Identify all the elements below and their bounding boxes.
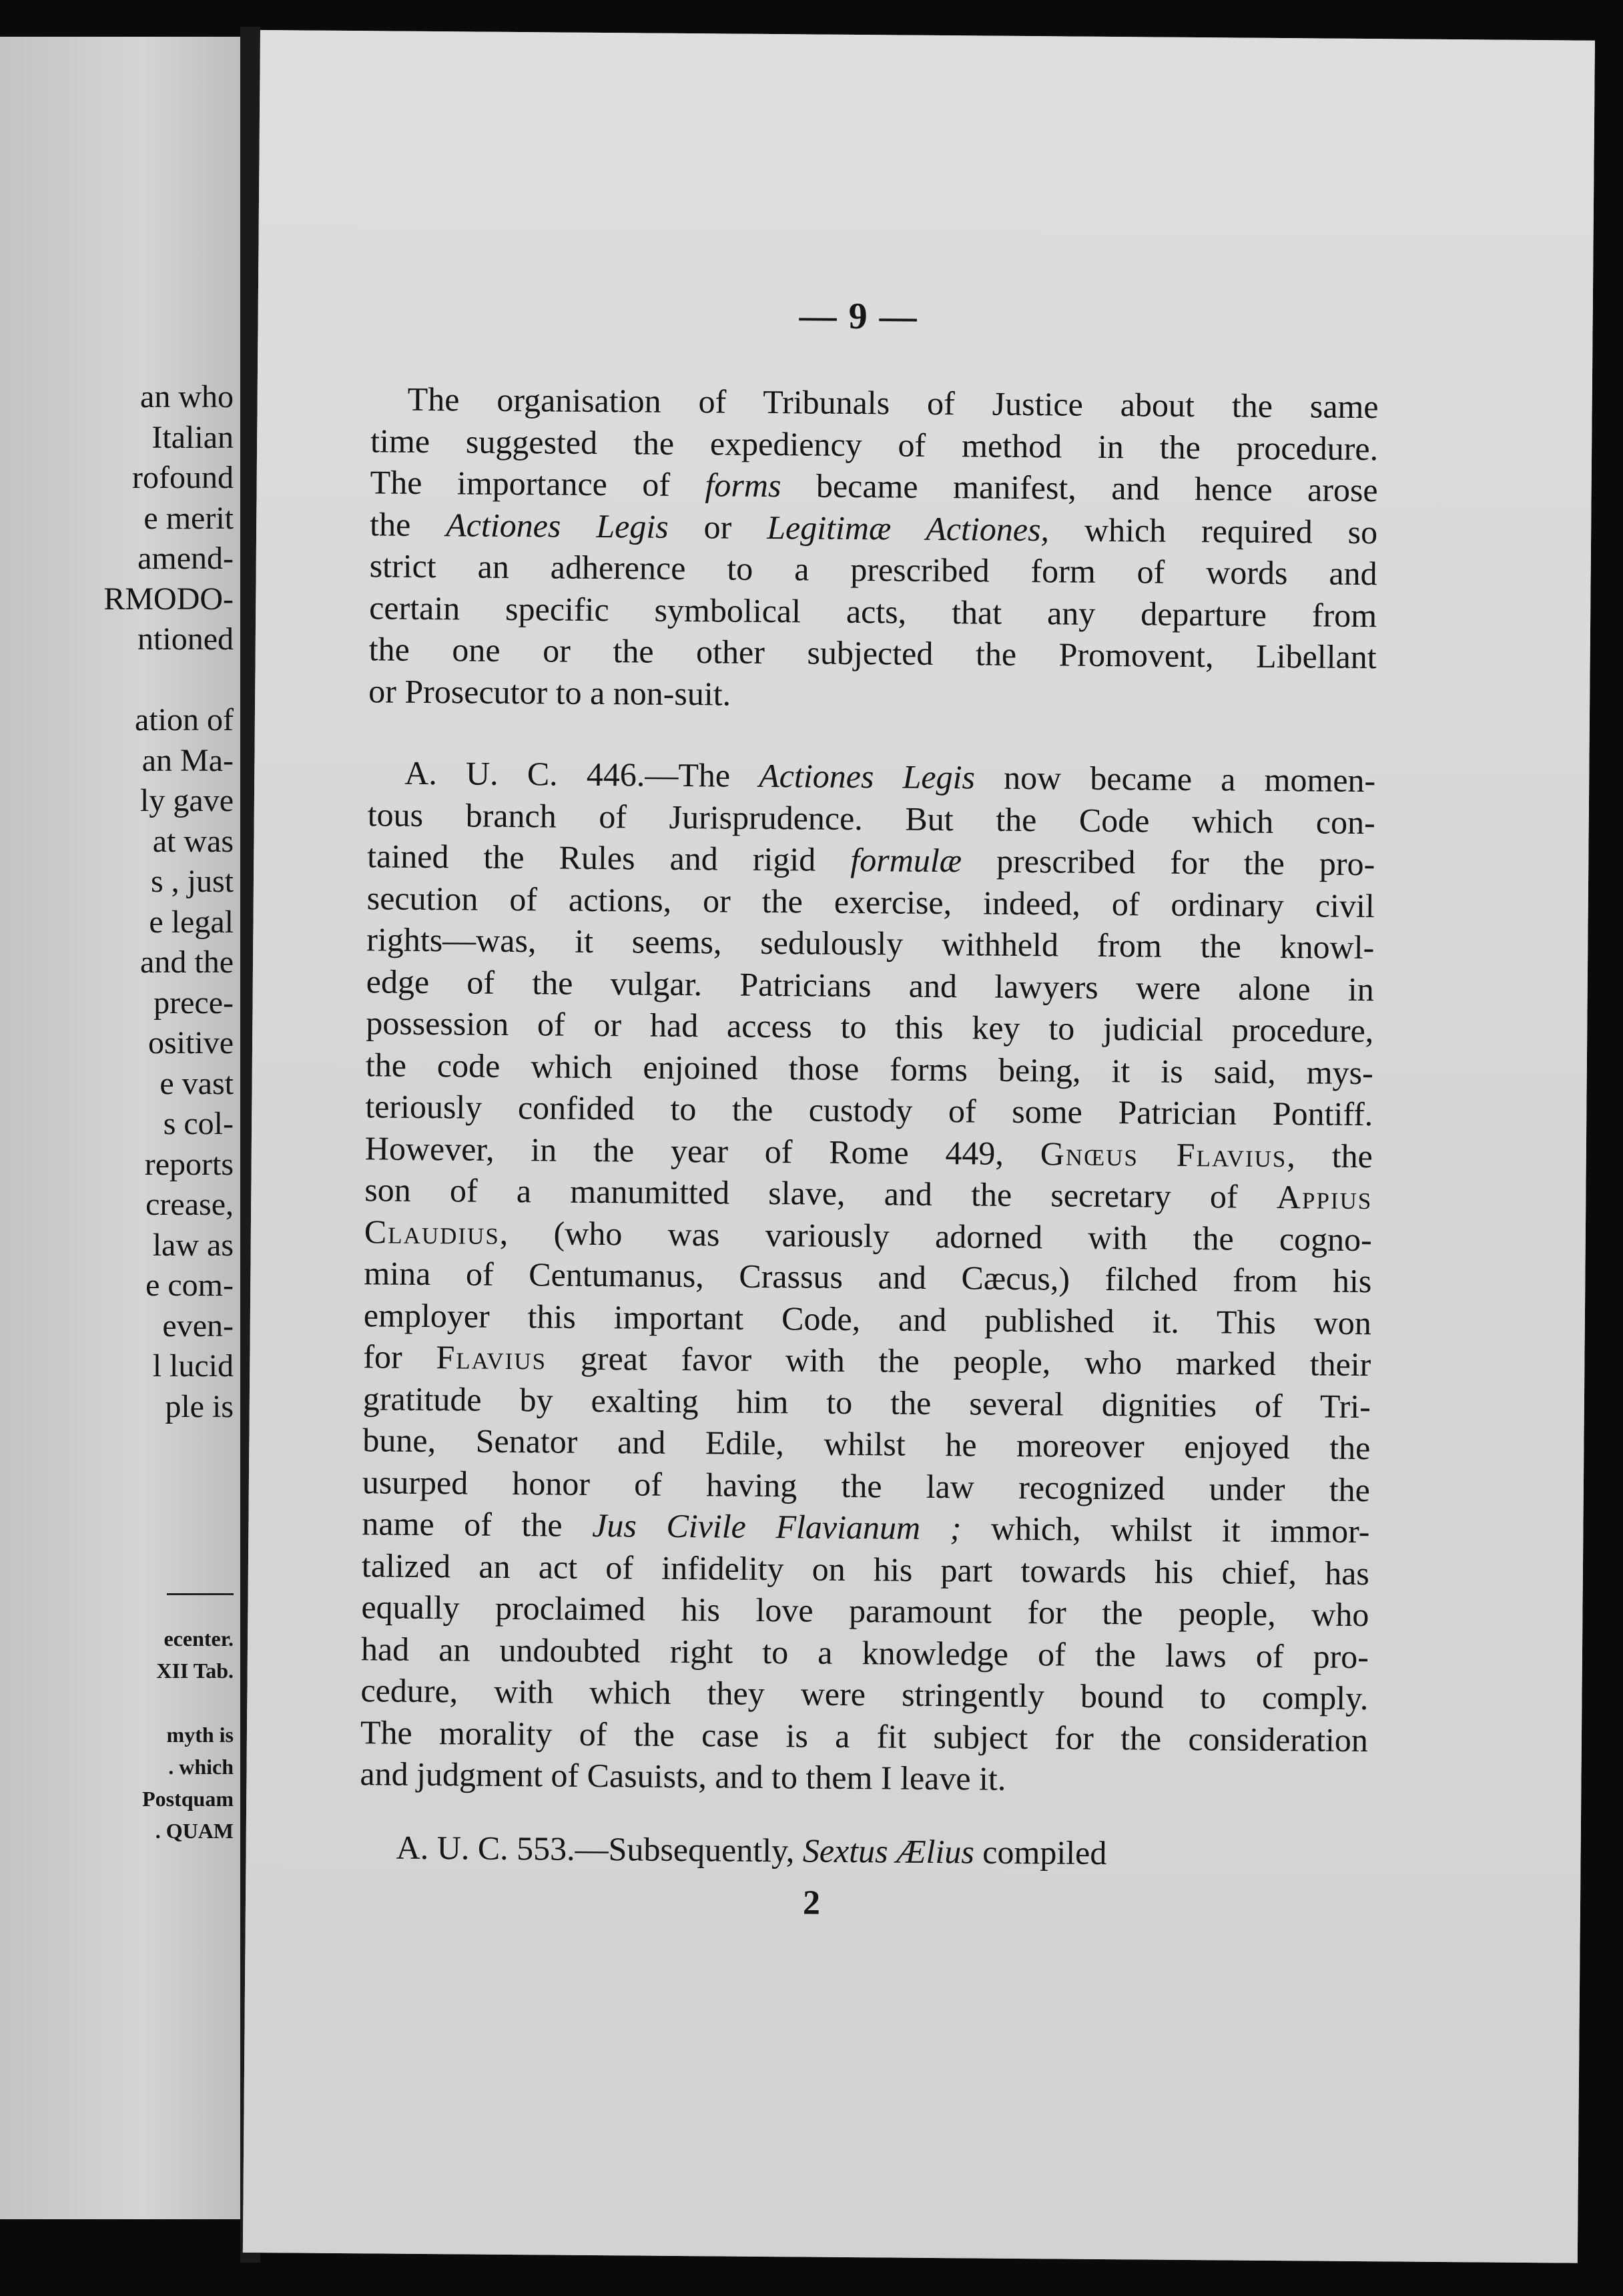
footnote-fragment: . QUAM (155, 1819, 234, 1843)
paragraph-tribunals (368, 378, 1379, 720)
fragment-line: amend- (137, 541, 234, 576)
fragment-line: ositive (148, 1025, 234, 1061)
text-line: edge of the vulgar. Patricians and lawyers were alone in (366, 962, 1374, 1008)
text-line: A. U. C. 446.—The Actiones Legis now became a momen- (404, 754, 1376, 800)
fragment-line: ple is (165, 1388, 234, 1424)
text-line: talized an act of infidelity on his part towards his chief, has (361, 1546, 1370, 1592)
text-line: son of a manumitted slave, and the secretary of Appius (364, 1171, 1373, 1217)
text-line: or Prosecutor to a non-suit. (368, 671, 731, 713)
fragment-line: s , just (150, 864, 234, 899)
text-line: the Actiones Legis or Legitimæ Actiones, which required so (369, 505, 1378, 551)
text-line: The importance of forms became manifest, and hence arose (370, 463, 1378, 509)
text-line: teriously confided to the custody of some Patrician Pontiff. (365, 1087, 1373, 1133)
page-number: — 9 — (799, 295, 918, 338)
fragment-line: l lucid (152, 1348, 234, 1384)
fragment-line: prece- (153, 984, 234, 1021)
fragment-line: e com- (145, 1267, 234, 1303)
footnote-fragment: myth is (166, 1723, 234, 1747)
footnote-fragment: ecenter. (164, 1627, 234, 1651)
text-line: bune, Senator and Edile, whilst he moreover enjoyed the (362, 1421, 1371, 1467)
footnote-fragment: Postquam (142, 1787, 234, 1811)
fragment-line: rofound (132, 460, 234, 495)
text-line: A. U. C. 553.—Subsequently, Sextus Ælius compiled (396, 1828, 1107, 1872)
fragment-line: ly gave (140, 783, 234, 818)
fragment-line: Italian (151, 419, 234, 455)
text-line: name of the Jus Civile Flavianum ; which, whilst it immor- (362, 1504, 1370, 1550)
fragment-line: e legal (149, 904, 234, 940)
fragment-line: s col- (163, 1106, 234, 1141)
fragment-line: and the (140, 944, 234, 980)
fragment-line: e merit (143, 500, 234, 536)
text-line: mina of Centumanus, Crassus and Cæcus,) filched from his (364, 1254, 1372, 1300)
text-line: cedure, with which they were stringently bound to comply. (360, 1671, 1369, 1717)
text-line: secution of actions, or the exercise, indeed, of ordinary civil (366, 878, 1375, 924)
fragment-line: reports (144, 1146, 234, 1182)
text-line: equally proclaimed his love paramount for the people, who (361, 1588, 1369, 1634)
text-line: Claudius, (who was variously adorned with the cogno- (364, 1212, 1373, 1258)
text-line: employer this important Code, and published it. This won (363, 1296, 1372, 1342)
text-line: for Flavius great favor with the people, who marked their (363, 1338, 1371, 1384)
fragment-line: crease, (145, 1187, 234, 1222)
signature-mark: 2 (802, 1884, 821, 1922)
footnote-fragment: XII Tab. (156, 1659, 234, 1683)
book-page (243, 30, 1595, 2263)
footnote-fragment: . which (168, 1755, 234, 1779)
text-line: The morality of the case is a fit subject for the consideration (360, 1713, 1369, 1759)
fragment-line: at was (152, 823, 234, 859)
text-line: certain specific symbolical acts, that any departure from (368, 588, 1377, 634)
text-line: possession of or had access to this key to judicial procedure, (366, 1004, 1374, 1050)
fragment-line: ation of (135, 702, 234, 738)
text-line: tained the Rules and rigid formulæ prescribed for the pro- (367, 837, 1375, 883)
fragment-line: law as (152, 1227, 234, 1263)
text-line: rights—was, it seems, sedulously withheld from the knowl- (366, 920, 1375, 966)
text-line: time suggested the expediency of method in the procedure. (370, 421, 1379, 467)
text-line: the one or the other subjected the Promovent, Libellant (368, 630, 1377, 676)
text-line: tous branch of Jurisprudence. But the Code which con- (367, 795, 1375, 841)
paragraph-actiones-legis (360, 752, 1375, 1802)
fragment-line: RMODO- (103, 581, 234, 617)
fragment-line: e vast (159, 1065, 234, 1101)
text-line: usurped honor of having the law recognized under the (362, 1462, 1371, 1508)
fragment-line: ntioned (137, 621, 234, 657)
text-line: However, in the year of Rome 449, Gnœus Flavius, the (364, 1129, 1373, 1175)
fragment-line: an who (140, 379, 234, 414)
footnote-rule (167, 1593, 234, 1595)
text-line: strict an adherence to a prescribed form of words and (369, 547, 1377, 593)
fragment-line: an Ma- (141, 742, 234, 778)
text-line: had an undoubted right to a knowledge of the laws of pro- (360, 1629, 1369, 1675)
text-line: The organisation of Tribunals of Justice about the same (407, 380, 1379, 426)
text-line: gratitude by exalting him to the several dignities of Tri- (362, 1379, 1371, 1425)
text-line: the code which enjoined those forms being, it is said, mys- (365, 1045, 1374, 1091)
paragraph-sextus-aelius (359, 1826, 1367, 1876)
previous-page-fragment (0, 37, 240, 2219)
text-line: and judgment of Casuists, and to them I leave it. (360, 1755, 1006, 1797)
fragment-line: even- (162, 1308, 234, 1344)
